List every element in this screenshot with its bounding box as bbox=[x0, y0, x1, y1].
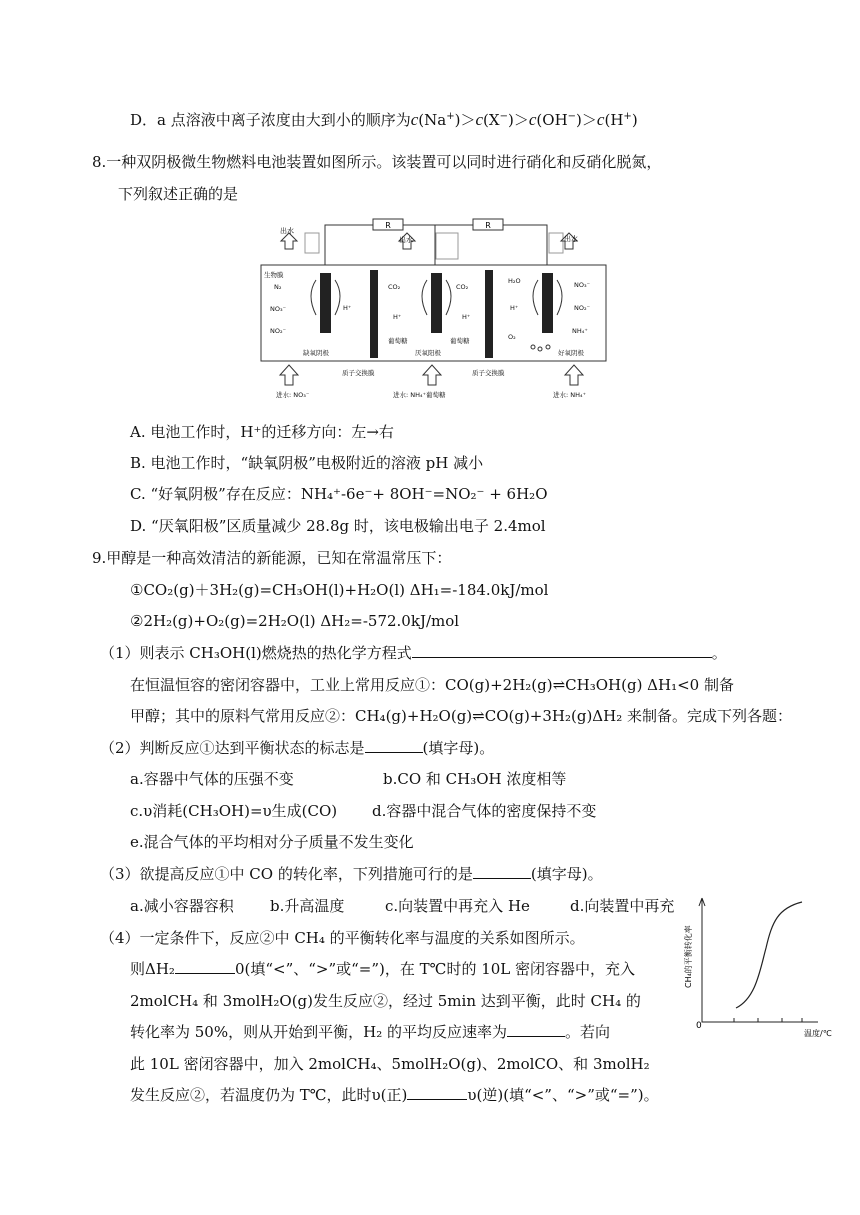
label-h-left: H⁺ bbox=[343, 304, 352, 312]
q9-intro-line2: 甲醇；其中的原料气常用反应②：CH₄(g)+H₂O(g)⇌CO(g)+3H₂(g)ΔH₂ 来制备。完成下列各题： bbox=[130, 707, 793, 725]
resistor-label-2: R bbox=[485, 221, 491, 230]
conversion-temperature-graph bbox=[678, 890, 848, 1040]
label-co2-left: CO₂ bbox=[388, 283, 401, 291]
q8-option-c: C. “好氧阴极”存在反应：NH₄⁺-6e⁻+ 8OH⁻=NO₂⁻ + 6H₂O bbox=[130, 485, 548, 503]
outlet-label-right: 出水 bbox=[564, 235, 578, 243]
q9-equation-2: ②2H₂(g)+O₂(g)=2H₂O(l) ΔH₂=-572.0kJ/mol bbox=[130, 612, 460, 630]
answer-blank-6[interactable] bbox=[407, 1085, 467, 1100]
answer-blank-2[interactable] bbox=[365, 738, 423, 753]
q9-part3-b: b.升高温度 bbox=[270, 897, 345, 915]
label-cathode-aerobic: 好氧阴极 bbox=[558, 349, 584, 357]
label-inlet-left: 进水: NO₃⁻ bbox=[276, 391, 310, 399]
q7-option-d: D．a 点溶液中离子浓度由大到小的顺序为c(Na+)＞c(X−)＞c(OH−)＞c(H+) bbox=[130, 110, 638, 129]
fuel-cell-diagram bbox=[258, 215, 608, 405]
label-h-right: H⁺ bbox=[510, 304, 519, 312]
label-cathode-anoxic: 缺氧阴极 bbox=[303, 349, 329, 357]
label-inlet-right: 进水: NH₄⁺ bbox=[553, 391, 587, 399]
q9-intro-line1: 在恒温恒容的密闭容器中，工业上常用反应①：CO(g)+2H₂(g)⇌CH₃OH(g) ΔH₁<0 制备 bbox=[130, 676, 734, 694]
label-nh4-right: NH₄⁺ bbox=[572, 327, 588, 335]
label-h-mid1: H⁺ bbox=[393, 313, 402, 321]
graph-ylabel: CH₄的平衡转化率 bbox=[684, 925, 693, 988]
q9-part4-line3: 转化率为 50%，则从开始到平衡，H₂ 的平均反应速率为 。若向 bbox=[130, 1023, 610, 1041]
q9-stem: 9.甲醇是一种高效清洁的新能源，已知在常温常压下： bbox=[92, 549, 452, 567]
resistor-label-1: R bbox=[385, 221, 391, 230]
label-membrane-right: 质子交换膜 bbox=[472, 369, 505, 377]
q9-part2-b: b.CO 和 CH₃OH 浓度相等 bbox=[383, 770, 567, 788]
q9-part3-a: a.减小容器容积 bbox=[130, 897, 234, 915]
conversion-curve bbox=[736, 902, 802, 1008]
label-no3-left: NO₃⁻ bbox=[270, 305, 287, 313]
q9-part2-c: c.υ消耗(CH₃OH)=υ生成(CO) bbox=[130, 802, 338, 820]
q9-equation-1: ①CO₂(g)＋3H₂(g)=CH₃OH(l)+H₂O(l) ΔH₁=-184.0kJ/mol bbox=[130, 581, 549, 599]
answer-blank-4[interactable] bbox=[175, 959, 235, 974]
q9-part2-e: e.混合气体的平均相对分子质量不发生变化 bbox=[130, 833, 414, 851]
q9-part2-d: d.容器中混合气体的密度保持不变 bbox=[372, 802, 597, 820]
q8-option-d: D. “厌氧阳极”区质量减少 28.8g 时，该电极输出电子 2.4mol bbox=[130, 517, 546, 535]
graph-xlabel: 温度/℃ bbox=[804, 1029, 832, 1038]
graph-origin: 0 bbox=[696, 1021, 702, 1031]
answer-blank-5[interactable] bbox=[507, 1022, 565, 1037]
q8-option-b: B. 电池工作时，“缺氧阴极”电极附近的溶液 pH 减小 bbox=[130, 454, 484, 472]
answer-blank-3[interactable] bbox=[473, 864, 531, 879]
q9-part2: （2）判断反应①达到平衡状态的标志是 (填字母)。 bbox=[100, 739, 495, 757]
label-membrane-left: 质子交换膜 bbox=[342, 369, 375, 377]
q9-part4-line2: 2molCH₄ 和 3molH₂O(g)发生反应②，经过 5min 达到平衡，此时 CH₄ 的 bbox=[130, 992, 641, 1010]
label-anode-anaerobic: 厌氧阳极 bbox=[415, 349, 441, 357]
label-glucose-left: 葡萄糖 bbox=[388, 337, 408, 345]
label-no2-right: NO₂⁻ bbox=[574, 304, 591, 312]
outlet-label-left: 出水 bbox=[280, 227, 294, 235]
label-no3-right: NO₃⁻ bbox=[574, 281, 591, 289]
label-biofilm: 生物膜 bbox=[264, 271, 284, 279]
q9-part3-c: c.向装置中再充入 He bbox=[385, 897, 530, 915]
q9-part3-d: d.向装置中再充 bbox=[570, 897, 675, 915]
label-n2: N₂ bbox=[274, 283, 282, 291]
q8-option-a: A. 电池工作时，H⁺的迁移方向：左→右 bbox=[130, 423, 394, 441]
q9-part4-line1: 则ΔH₂ 0(填“<”、“>”或“=”)，在 T℃时的 10L 密闭容器中，充入 bbox=[130, 960, 636, 978]
q9-part4: （4）一定条件下，反应②中 CH₄ 的平衡转化率与温度的关系如图所示。 bbox=[100, 929, 585, 947]
label-h2o: H₂O bbox=[508, 277, 521, 285]
q9-part4-line4: 此 10L 密闭容器中，加入 2molCH₄、5molH₂O(g)、2molCO、和 3molH₂ bbox=[130, 1055, 650, 1073]
label-co2-right: CO₂ bbox=[456, 283, 469, 291]
outlet-label-mid: 出水 bbox=[399, 236, 413, 244]
answer-blank-1[interactable] bbox=[412, 643, 712, 658]
q8-stem-line2: 下列叙述正确的是 bbox=[118, 185, 239, 203]
label-o2: O₂ bbox=[508, 333, 516, 341]
label-inlet-mid: 进水: NH₄⁺葡萄糖 bbox=[393, 391, 446, 399]
label-no2-left: NO₂⁻ bbox=[270, 327, 287, 335]
q9-part3: （3）欲提高反应①中 CO 的转化率，下列措施可行的是 (填字母)。 bbox=[100, 865, 603, 883]
q9-part1: （1）则表示 CH₃OH(l)燃烧热的热化学方程式 。 bbox=[100, 644, 727, 662]
q9-part4-line5: 发生反应②，若温度仍为 T℃，此时υ(正) υ(逆)(填“<”、“>”或“=”)。 bbox=[130, 1086, 659, 1104]
q8-stem-line1: 8.一种双阴极微生物燃料电池装置如图所示。该装置可以同时进行硝化和反硝化脱氮， bbox=[92, 153, 662, 171]
q9-part2-a: a.容器中气体的压强不变 bbox=[130, 770, 294, 788]
label-h-mid2: H⁺ bbox=[462, 313, 471, 321]
label-glucose-right: 葡萄糖 bbox=[450, 337, 470, 345]
